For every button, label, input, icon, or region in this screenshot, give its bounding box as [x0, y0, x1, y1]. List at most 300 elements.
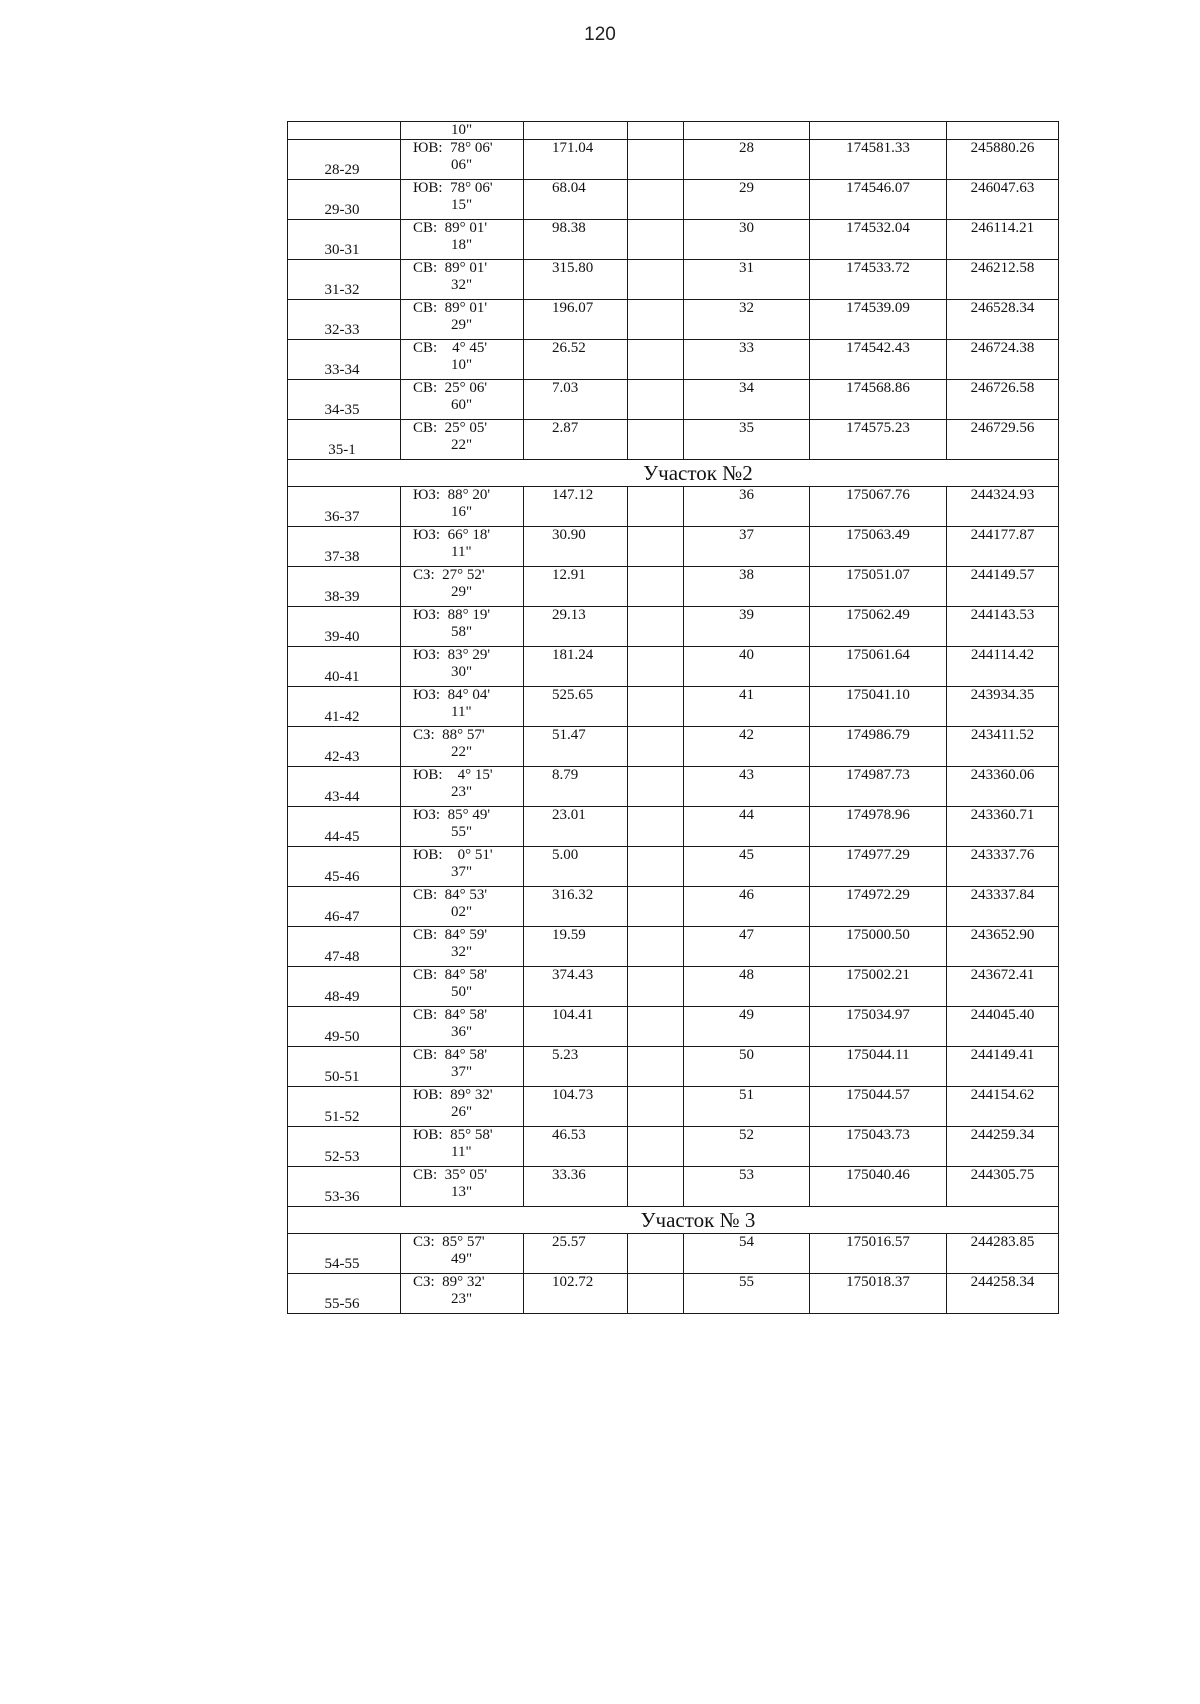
point-cell-text: 42 — [739, 727, 754, 743]
y-coordinate-cell-text: 244149.41 — [970, 1047, 1035, 1063]
bearing-seconds: 36" — [451, 1024, 473, 1040]
distance-cell-text: 46.53 — [552, 1127, 586, 1143]
distance-cell-text: 68.04 — [552, 180, 586, 196]
blank-cell — [628, 927, 684, 967]
bearing-degrees: ЮЗ: 66° 18' — [413, 527, 491, 543]
table-row — [288, 220, 1059, 260]
x-coordinate-cell — [810, 1087, 947, 1127]
segment-cell-text: 29-30 — [324, 202, 360, 218]
y-coordinate-cell — [947, 527, 1059, 567]
bearing-seconds: 32" — [451, 277, 473, 293]
point-cell — [684, 340, 810, 380]
table-row — [288, 340, 1059, 380]
y-coordinate-cell — [947, 927, 1059, 967]
segment-cell-text: 43-44 — [324, 789, 360, 805]
point-cell — [684, 1047, 810, 1087]
y-coordinate-cell — [947, 727, 1059, 767]
y-coordinate-cell — [947, 420, 1059, 460]
distance-cell — [524, 567, 628, 607]
segment-cell-text: 30-31 — [324, 242, 360, 258]
y-coordinate-cell — [947, 180, 1059, 220]
distance-cell-text: 19.59 — [552, 927, 586, 943]
point-cell — [684, 1167, 810, 1207]
distance-cell-text: 104.41 — [552, 1007, 594, 1023]
point-cell-text: 51 — [739, 1087, 754, 1103]
distance-cell — [524, 687, 628, 727]
y-coordinate-cell-text: 244114.42 — [970, 647, 1035, 663]
distance-cell — [524, 140, 628, 180]
distance-cell — [524, 1234, 628, 1274]
bearing-degrees: СВ: 4° 45' — [413, 340, 488, 356]
table-row — [288, 687, 1059, 727]
bearing-cell — [401, 527, 524, 567]
table-row — [288, 807, 1059, 847]
bearing-seconds: 22" — [451, 437, 473, 453]
segment-cell-text: 54-55 — [324, 1256, 360, 1272]
distance-cell-text: 51.47 — [552, 727, 586, 743]
point-cell — [684, 180, 810, 220]
segment-cell — [288, 887, 401, 927]
bearing-cell — [401, 340, 524, 380]
blank-cell — [628, 527, 684, 567]
table-row — [288, 1127, 1059, 1167]
distance-cell — [524, 967, 628, 1007]
distance-cell-text: 171.04 — [552, 140, 594, 156]
bearing-degrees: СВ: 89° 01' — [413, 260, 488, 276]
distance-cell-text: 33.36 — [552, 1167, 586, 1183]
distance-cell-text: 316.32 — [552, 887, 594, 903]
blank-cell — [628, 122, 684, 140]
point-cell-text: 28 — [739, 140, 754, 156]
distance-cell — [524, 847, 628, 887]
y-coordinate-cell — [947, 607, 1059, 647]
segment-cell — [288, 1047, 401, 1087]
point-cell — [684, 967, 810, 1007]
blank-cell — [628, 1234, 684, 1274]
table-row — [288, 1007, 1059, 1047]
y-coordinate-cell-text: 244045.40 — [970, 1007, 1035, 1023]
x-coordinate-cell — [810, 1234, 947, 1274]
distance-cell-text: 25.57 — [552, 1234, 586, 1250]
segment-cell — [288, 647, 401, 687]
bearing-cell — [401, 1274, 524, 1314]
y-coordinate-cell-text: 244149.57 — [970, 567, 1035, 583]
bearing-seconds: 22" — [451, 744, 473, 760]
segment-cell — [288, 607, 401, 647]
point-cell — [684, 140, 810, 180]
point-cell-text: 38 — [739, 567, 754, 583]
bearing-degrees: СЗ: 85° 57' — [413, 1234, 485, 1250]
segment-cell — [288, 567, 401, 607]
distance-cell-text: 374.43 — [552, 967, 594, 983]
x-coordinate-cell-text: 174972.29 — [846, 887, 910, 903]
point-cell — [684, 527, 810, 567]
x-coordinate-cell-text: 175000.50 — [846, 927, 910, 943]
bearing-degrees: ЮЗ: 88° 19' — [413, 607, 491, 623]
x-coordinate-cell-text: 174568.86 — [846, 380, 910, 396]
blank-cell — [628, 260, 684, 300]
x-coordinate-cell-text: 174581.33 — [846, 140, 910, 156]
point-cell — [684, 607, 810, 647]
segment-cell — [288, 1087, 401, 1127]
point-cell-text: 39 — [739, 607, 754, 623]
point-cell — [684, 420, 810, 460]
point-cell-text: 36 — [739, 487, 754, 503]
blank-cell — [628, 1167, 684, 1207]
bearing-cell — [401, 567, 524, 607]
y-coordinate-cell-text: 246528.34 — [970, 300, 1035, 316]
point-cell-text: 41 — [739, 687, 754, 703]
x-coordinate-cell — [810, 527, 947, 567]
segment-cell — [288, 340, 401, 380]
blank-cell — [628, 300, 684, 340]
segment-cell-text: 37-38 — [324, 549, 360, 565]
bearing-degrees: ЮВ: 78° 06' — [413, 180, 493, 196]
y-coordinate-cell — [947, 567, 1059, 607]
y-coordinate-cell-text: 246726.58 — [970, 380, 1035, 396]
distance-cell — [524, 927, 628, 967]
y-coordinate-cell — [947, 220, 1059, 260]
bearing-seconds: 29" — [451, 317, 473, 333]
distance-cell-text: 5.00 — [552, 847, 579, 863]
bearing-degrees: ЮВ: 78° 06' — [413, 140, 493, 156]
x-coordinate-cell — [810, 967, 947, 1007]
blank-cell — [628, 220, 684, 260]
y-coordinate-cell-text: 244154.62 — [970, 1087, 1035, 1103]
point-cell — [684, 807, 810, 847]
bearing-seconds: 50" — [451, 984, 473, 1000]
y-cell — [947, 122, 1059, 140]
boundary-coordinates-table — [287, 121, 1059, 1314]
distance-cell — [524, 180, 628, 220]
segment-cell — [288, 380, 401, 420]
segment-cell — [288, 220, 401, 260]
y-coordinate-cell-text: 246047.63 — [970, 180, 1035, 196]
distance-cell — [524, 220, 628, 260]
y-coordinate-cell-text: 243672.41 — [970, 967, 1035, 983]
distance-cell — [524, 122, 628, 140]
distance-cell — [524, 1274, 628, 1314]
distance-cell-text: 26.52 — [552, 340, 586, 356]
bearing-cell — [401, 1007, 524, 1047]
y-coordinate-cell — [947, 1234, 1059, 1274]
blank-cell — [628, 767, 684, 807]
x-coordinate-cell-text: 174546.07 — [846, 180, 910, 196]
x-coordinate-cell — [810, 767, 947, 807]
blank-cell — [628, 180, 684, 220]
y-coordinate-cell-text: 244324.93 — [970, 487, 1035, 503]
x-coordinate-cell — [810, 607, 947, 647]
bearing-cell — [401, 487, 524, 527]
bearing-seconds: 11" — [451, 544, 472, 560]
distance-cell-text: 2.87 — [552, 420, 579, 436]
distance-cell-text: 98.38 — [552, 220, 586, 236]
y-coordinate-cell-text: 243337.84 — [970, 887, 1035, 903]
segment-cell-text: 39-40 — [324, 629, 360, 645]
point-cell-text: 44 — [739, 807, 754, 823]
x-coordinate-cell — [810, 220, 947, 260]
segment-cell — [288, 1234, 401, 1274]
point-cell-text: 48 — [739, 967, 754, 983]
x-coordinate-cell — [810, 380, 947, 420]
x-coordinate-cell — [810, 300, 947, 340]
x-coordinate-cell — [810, 260, 947, 300]
bearing-seconds: 49" — [451, 1251, 473, 1267]
segment-cell-text: 32-33 — [324, 322, 360, 338]
point-cell — [684, 1087, 810, 1127]
blank-cell — [628, 967, 684, 1007]
table-row — [288, 180, 1059, 220]
distance-cell — [524, 527, 628, 567]
bearing-degrees: СВ: 84° 58' — [413, 967, 488, 983]
y-coordinate-cell — [947, 687, 1059, 727]
distance-cell — [524, 607, 628, 647]
bearing-cell — [401, 887, 524, 927]
point-cell-text: 43 — [739, 767, 754, 783]
blank-cell — [628, 1274, 684, 1314]
point-cell — [684, 767, 810, 807]
blank-cell — [628, 340, 684, 380]
x-coordinate-cell — [810, 1274, 947, 1314]
segment-cell — [288, 767, 401, 807]
bearing-cell — [401, 300, 524, 340]
x-coordinate-cell-text: 175061.64 — [846, 647, 910, 663]
segment-cell-text: 48-49 — [324, 989, 360, 1005]
bearing-degrees: СВ: 84° 59' — [413, 927, 488, 943]
bearing-cell — [401, 140, 524, 180]
segment-cell — [288, 927, 401, 967]
blank-cell — [628, 567, 684, 607]
table-row — [288, 260, 1059, 300]
table-row — [288, 727, 1059, 767]
bearing-cell — [401, 1087, 524, 1127]
distance-cell — [524, 1127, 628, 1167]
segment-cell-text: 41-42 — [324, 709, 360, 725]
segment-cell-text: 28-29 — [324, 162, 360, 178]
bearing-cell — [401, 180, 524, 220]
segment-cell-text: 31-32 — [324, 282, 360, 298]
distance-cell-text: 196.07 — [552, 300, 594, 316]
point-cell-text: 35 — [739, 420, 754, 436]
point-cell — [684, 567, 810, 607]
bearing-degrees: СВ: 84° 58' — [413, 1007, 488, 1023]
point-cell-text: 54 — [739, 1234, 754, 1250]
bearing-seconds: 23" — [451, 1291, 473, 1307]
point-cell-text: 46 — [739, 887, 754, 903]
x-coordinate-cell-text: 175051.07 — [846, 567, 910, 583]
bearing-degrees: ЮЗ: 88° 20' — [413, 487, 491, 503]
bearing-degrees: СВ: 89° 01' — [413, 220, 488, 236]
blank-cell — [628, 847, 684, 887]
blank-cell — [628, 487, 684, 527]
distance-cell-text: 7.03 — [552, 380, 579, 396]
segment-cell — [288, 140, 401, 180]
point-cell-text: 50 — [739, 1047, 754, 1063]
segment-cell — [288, 180, 401, 220]
distance-cell — [524, 1047, 628, 1087]
bearing-cell — [401, 607, 524, 647]
segment-cell — [288, 487, 401, 527]
y-coordinate-cell — [947, 647, 1059, 687]
distance-cell-text: 12.91 — [552, 567, 586, 583]
x-coordinate-cell — [810, 847, 947, 887]
x-coordinate-cell — [810, 647, 947, 687]
x-coordinate-cell — [810, 1167, 947, 1207]
bearing-seconds: 06" — [451, 157, 473, 173]
bearing-seconds: 26" — [451, 1104, 473, 1120]
segment-cell-text: 35-1 — [328, 442, 356, 458]
section-header-row — [288, 1207, 1059, 1234]
table-row — [288, 1234, 1059, 1274]
x-coordinate-cell — [810, 140, 947, 180]
distance-cell-text: 30.90 — [552, 527, 586, 543]
bearing-degrees: ЮВ: 89° 32' — [413, 1087, 493, 1103]
point-cell-text: 53 — [739, 1167, 754, 1183]
bearing-degrees: СЗ: 27° 52' — [413, 567, 485, 583]
table-row — [288, 1274, 1059, 1314]
y-coordinate-cell-text: 246724.38 — [970, 340, 1035, 356]
point-cell-text: 32 — [739, 300, 754, 316]
x-coordinate-cell — [810, 727, 947, 767]
bearing-degrees: ЮВ: 85° 58' — [413, 1127, 493, 1143]
x-coordinate-cell-text: 175002.21 — [846, 967, 910, 983]
bearing-cell — [401, 767, 524, 807]
y-coordinate-cell-text: 243934.35 — [970, 687, 1035, 703]
bearing-seconds: 10" — [451, 122, 473, 138]
point-cell-text: 47 — [739, 927, 754, 943]
table-row — [288, 1087, 1059, 1127]
section-title: Участок № 3 — [288, 1207, 1059, 1234]
segment-cell — [288, 1274, 401, 1314]
point-cell-text: 40 — [739, 647, 754, 663]
distance-cell — [524, 380, 628, 420]
bearing-cell — [401, 220, 524, 260]
bearing-cell — [401, 847, 524, 887]
blank-cell — [628, 1127, 684, 1167]
y-coordinate-cell — [947, 1274, 1059, 1314]
x-coordinate-cell-text: 174987.73 — [846, 767, 910, 783]
distance-cell — [524, 260, 628, 300]
bearing-degrees: СЗ: 89° 32' — [413, 1274, 485, 1290]
point-cell-text: 55 — [739, 1274, 754, 1290]
x-coordinate-cell — [810, 487, 947, 527]
bearing-cell — [401, 647, 524, 687]
y-coordinate-cell — [947, 1087, 1059, 1127]
blank-cell — [628, 420, 684, 460]
bearing-degrees: ЮВ: 0° 51' — [413, 847, 493, 863]
bearing-degrees: ЮЗ: 85° 49' — [413, 807, 491, 823]
y-coordinate-cell-text: 243360.06 — [970, 767, 1035, 783]
distance-cell-text: 29.13 — [552, 607, 586, 623]
bearing-cell — [401, 807, 524, 847]
x-coordinate-cell-text: 175062.49 — [846, 607, 910, 623]
blank-cell — [628, 140, 684, 180]
point-cell — [684, 1007, 810, 1047]
bearing-cell — [401, 380, 524, 420]
bearing-seconds: 32" — [451, 944, 473, 960]
x-coordinate-cell — [810, 567, 947, 607]
y-coordinate-cell-text: 243337.76 — [970, 847, 1035, 863]
segment-cell-text: 49-50 — [324, 1029, 360, 1045]
y-coordinate-cell — [947, 1047, 1059, 1087]
point-cell-text: 33 — [739, 340, 754, 356]
y-coordinate-cell — [947, 1167, 1059, 1207]
x-coordinate-cell-text: 174986.79 — [846, 727, 910, 743]
x-coordinate-cell-text: 174542.43 — [846, 340, 910, 356]
x-cell — [810, 122, 947, 140]
y-coordinate-cell-text: 243360.71 — [970, 807, 1035, 823]
table-row — [288, 527, 1059, 567]
table-continuation-row — [288, 122, 1059, 140]
point-cell — [684, 260, 810, 300]
point-cell — [684, 380, 810, 420]
point-cell — [684, 220, 810, 260]
section-title: Участок №2 — [288, 460, 1059, 487]
point-cell-text: 45 — [739, 847, 754, 863]
point-cell — [684, 727, 810, 767]
segment-cell-text: 34-35 — [324, 402, 360, 418]
distance-cell-text: 104.73 — [552, 1087, 594, 1103]
point-cell-text: 52 — [739, 1127, 754, 1143]
y-coordinate-cell — [947, 767, 1059, 807]
bearing-seconds: 37" — [451, 1064, 473, 1080]
bearing-degrees: СВ: 84° 58' — [413, 1047, 488, 1063]
segment-cell-text: 46-47 — [324, 909, 360, 925]
segment-cell-text: 47-48 — [324, 949, 360, 965]
bearing-cell — [401, 727, 524, 767]
bearing-degrees: ЮЗ: 83° 29' — [413, 647, 491, 663]
page-number: 120 — [584, 24, 616, 45]
table-row — [288, 887, 1059, 927]
x-coordinate-cell-text: 174978.96 — [846, 807, 910, 823]
point-cell — [684, 647, 810, 687]
segment-cell-text: 55-56 — [324, 1296, 360, 1312]
x-coordinate-cell-text: 175067.76 — [846, 487, 910, 503]
x-coordinate-cell — [810, 887, 947, 927]
distance-cell-text: 525.65 — [552, 687, 594, 703]
x-coordinate-cell-text: 175040.46 — [846, 1167, 910, 1183]
point-cell-text: 37 — [739, 527, 754, 543]
y-coordinate-cell-text: 244283.85 — [970, 1234, 1035, 1250]
x-coordinate-cell — [810, 340, 947, 380]
point-cell — [684, 300, 810, 340]
distance-cell — [524, 487, 628, 527]
x-coordinate-cell — [810, 1007, 947, 1047]
distance-cell — [524, 1007, 628, 1047]
table-row — [288, 567, 1059, 607]
table-row — [288, 420, 1059, 460]
y-coordinate-cell — [947, 847, 1059, 887]
x-coordinate-cell-text: 174575.23 — [846, 420, 910, 436]
point-cell — [684, 927, 810, 967]
table-row — [288, 927, 1059, 967]
distance-cell — [524, 1087, 628, 1127]
y-coordinate-cell-text: 244305.75 — [970, 1167, 1035, 1183]
x-coordinate-cell-text: 175016.57 — [846, 1234, 910, 1250]
segment-cell — [288, 967, 401, 1007]
bearing-seconds: 13" — [451, 1184, 473, 1200]
y-coordinate-cell — [947, 1007, 1059, 1047]
distance-cell-text: 315.80 — [552, 260, 594, 276]
bearing-cell — [401, 927, 524, 967]
y-coordinate-cell-text: 244143.53 — [970, 607, 1035, 623]
x-coordinate-cell-text: 175034.97 — [846, 1007, 910, 1023]
y-coordinate-cell — [947, 340, 1059, 380]
segment-cell — [288, 300, 401, 340]
blank-cell — [628, 807, 684, 847]
distance-cell-text: 102.72 — [552, 1274, 594, 1290]
bearing-cell — [401, 1127, 524, 1167]
